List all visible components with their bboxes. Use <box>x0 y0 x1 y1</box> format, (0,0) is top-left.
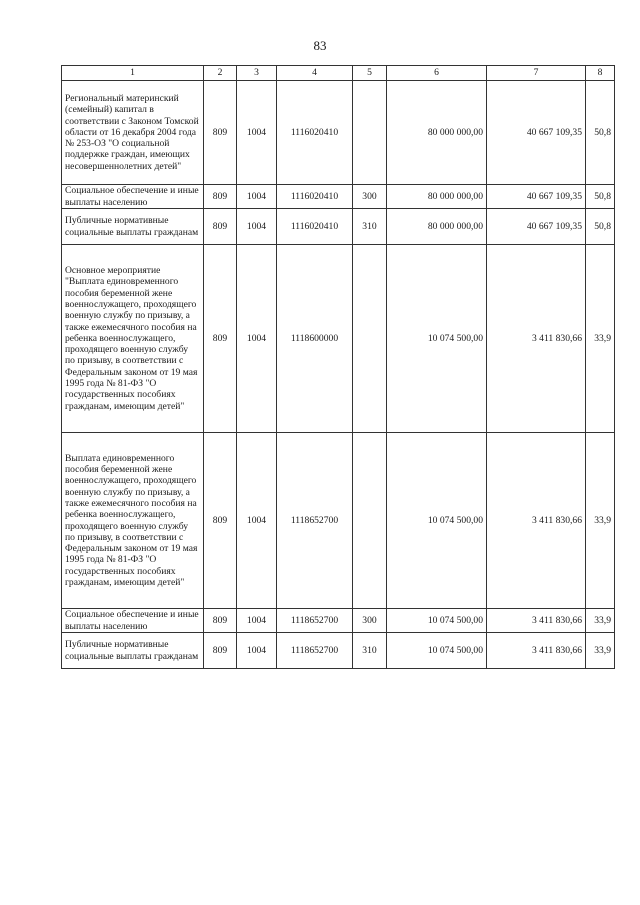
row-plan: 10 074 500,00 <box>387 609 487 633</box>
row-executed: 3 411 830,66 <box>487 433 586 609</box>
row-target: 1116020410 <box>277 185 353 209</box>
row-ministry: 809 <box>204 81 237 185</box>
row-target: 1118652700 <box>277 633 353 669</box>
row-executed: 3 411 830,66 <box>487 609 586 633</box>
row-executed: 3 411 830,66 <box>487 245 586 433</box>
row-plan: 80 000 000,00 <box>387 209 487 245</box>
row-target: 1116020410 <box>277 81 353 185</box>
table-row <box>62 209 615 245</box>
header-col-7: 7 <box>487 66 586 81</box>
row-percent: 50,8 <box>586 209 615 245</box>
table-row <box>62 433 615 609</box>
row-section: 1004 <box>237 81 277 185</box>
row-name: Социальное обеспечение и иные выплаты населению <box>62 185 204 209</box>
row-section: 1004 <box>237 245 277 433</box>
row-name: Социальное обеспечение и иные выплаты населению <box>62 609 204 633</box>
row-ministry: 809 <box>204 633 237 669</box>
row-ministry: 809 <box>204 209 237 245</box>
row-plan: 80 000 000,00 <box>387 185 487 209</box>
row-percent: 50,8 <box>586 185 615 209</box>
row-executed: 40 667 109,35 <box>487 185 586 209</box>
row-target: 1116020410 <box>277 209 353 245</box>
row-executed: 3 411 830,66 <box>487 633 586 669</box>
header-col-2: 2 <box>204 66 237 81</box>
row-type: 310 <box>353 209 387 245</box>
row-percent: 33,9 <box>586 609 615 633</box>
row-type: 300 <box>353 609 387 633</box>
row-section: 1004 <box>237 185 277 209</box>
row-target: 1118600000 <box>277 245 353 433</box>
row-percent: 33,9 <box>586 433 615 609</box>
table-body <box>62 81 615 669</box>
header-col-4: 4 <box>277 66 353 81</box>
row-percent: 50,8 <box>586 81 615 185</box>
header-col-5: 5 <box>353 66 387 81</box>
row-section: 1004 <box>237 209 277 245</box>
row-section: 1004 <box>237 633 277 669</box>
row-type <box>353 433 387 609</box>
row-executed: 40 667 109,35 <box>487 81 586 185</box>
row-plan: 80 000 000,00 <box>387 81 487 185</box>
row-target: 1118652700 <box>277 609 353 633</box>
row-section: 1004 <box>237 433 277 609</box>
row-type: 310 <box>353 633 387 669</box>
row-percent: 33,9 <box>586 245 615 433</box>
row-name: Публичные нормативные социальные выплаты гражданам <box>62 633 204 669</box>
row-ministry: 809 <box>204 609 237 633</box>
row-executed: 40 667 109,35 <box>487 209 586 245</box>
row-plan: 10 074 500,00 <box>387 245 487 433</box>
row-section: 1004 <box>237 609 277 633</box>
row-plan: 10 074 500,00 <box>387 433 487 609</box>
header-col-6: 6 <box>387 66 487 81</box>
table-header <box>62 66 615 81</box>
row-ministry: 809 <box>204 433 237 609</box>
header-col-3: 3 <box>237 66 277 81</box>
row-type <box>353 81 387 185</box>
row-name: Публичные нормативные социальные выплаты гражданам <box>62 209 204 245</box>
table-row <box>62 185 615 209</box>
row-ministry: 809 <box>204 185 237 209</box>
budget-table <box>61 65 615 669</box>
row-percent: 33,9 <box>586 633 615 669</box>
row-name: Региональный материнский (семейный) капитал в соответствии с Законом Томской области от 16 декабря 2004 года № 253-ОЗ "О социальной поддержке граждан, имеющих несовершеннолетних детей" <box>62 81 204 185</box>
table-row <box>62 609 615 633</box>
row-name: Выплата единовременного пособия беременной жене военнослужащего, проходящего военную службу по призыву, а также ежемесячного пособия на ребенка военнослужащего, проходящего военную службу по призыву, в соответствии с Федеральным законом от 19 мая 1995 года № 81-ФЗ "О государственных пособиях гражданам, имеющим детей" <box>62 433 204 609</box>
table-row <box>62 633 615 669</box>
row-type <box>353 245 387 433</box>
row-plan: 10 074 500,00 <box>387 633 487 669</box>
row-target: 1118652700 <box>277 433 353 609</box>
header-col-1: 1 <box>62 66 204 81</box>
page-number: 83 <box>313 38 327 53</box>
row-ministry: 809 <box>204 245 237 433</box>
table-row <box>62 81 615 185</box>
row-type: 300 <box>353 185 387 209</box>
row-name: Основное мероприятие "Выплата единовременного пособия беременной жене военнослужащего, проходящего военную службу по призыву, а также ежемесячного пособия на ребенка военнослужащего, проходящего военную службу по призыву, в соответствии с Федеральным законом от 19 мая 1995 года № 81-ФЗ "О государственных пособиях гражданам, имеющим детей" <box>62 245 204 433</box>
header-row <box>62 66 615 81</box>
header-col-8: 8 <box>586 66 615 81</box>
table-row <box>62 245 615 433</box>
